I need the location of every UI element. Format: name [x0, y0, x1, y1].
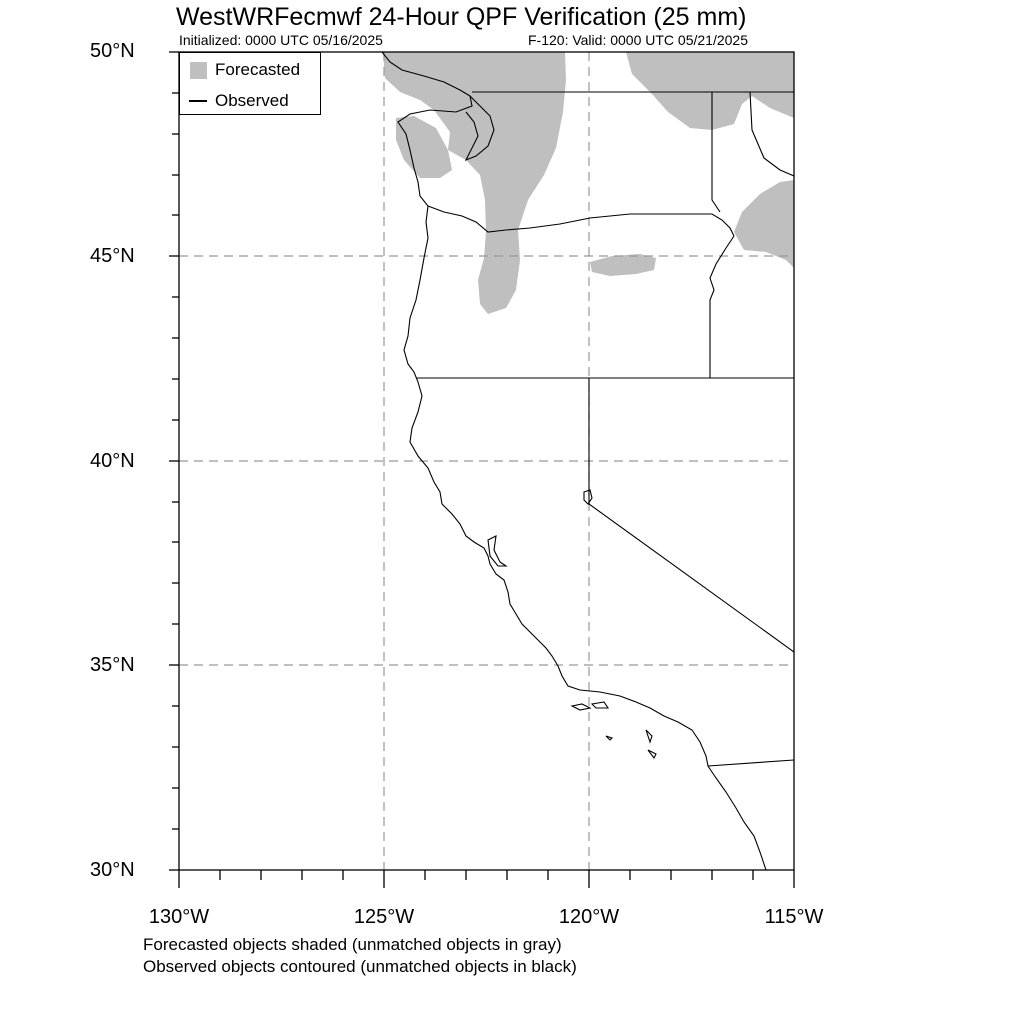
- lon-label-115w: 115°W: [764, 906, 824, 928]
- channel-islands: [572, 702, 656, 758]
- forecast-objects: [383, 52, 794, 314]
- state-border-wa-or: [428, 206, 734, 236]
- lat-label-45n: 45°N: [90, 245, 135, 267]
- forecast-object-northeast: [626, 52, 794, 130]
- forecast-object-coast: [396, 116, 452, 178]
- footer-line-1: Forecasted objects shaded (unmatched objects in gray): [143, 935, 562, 954]
- y-axis-ticks: [169, 52, 179, 870]
- lon-label-125w: 125°W: [353, 906, 415, 928]
- forecast-swatch: [190, 62, 207, 79]
- lat-label-30n: 30°N: [90, 859, 135, 881]
- forecast-object-washington: [383, 52, 566, 314]
- lat-label-35n: 35°N: [90, 654, 135, 676]
- valid-time: F-120: Valid: 0000 UTC 05/21/2025: [528, 32, 748, 48]
- observed-line-swatch: [189, 100, 207, 102]
- footer-line-2: Observed objects contoured (unmatched objects in black): [143, 957, 577, 976]
- lake-tahoe: [584, 490, 592, 504]
- state-border-or-id: [710, 236, 734, 378]
- sf-bay: [488, 536, 506, 566]
- x-axis-ticks: [179, 870, 794, 888]
- forecast-object-oregon: [590, 254, 656, 276]
- legend-observed-label: Observed: [215, 91, 289, 110]
- lat-label-50n: 50°N: [90, 40, 135, 62]
- map-title: WestWRFecmwf 24-Hour QPF Verification (25 mm): [176, 3, 747, 31]
- lat-label-40n: 40°N: [90, 450, 135, 472]
- initialized-time: Initialized: 0000 UTC 05/16/2025: [179, 32, 383, 48]
- forecast-object-idaho: [734, 180, 794, 268]
- lon-label-120w: 120°W: [558, 906, 620, 928]
- legend-forecasted-label: Forecasted: [215, 60, 301, 79]
- legend: [179, 52, 321, 115]
- lon-label-130w: 130°W: [148, 906, 210, 928]
- mexico-border: [708, 760, 794, 766]
- state-border-ca-nv: [589, 378, 794, 652]
